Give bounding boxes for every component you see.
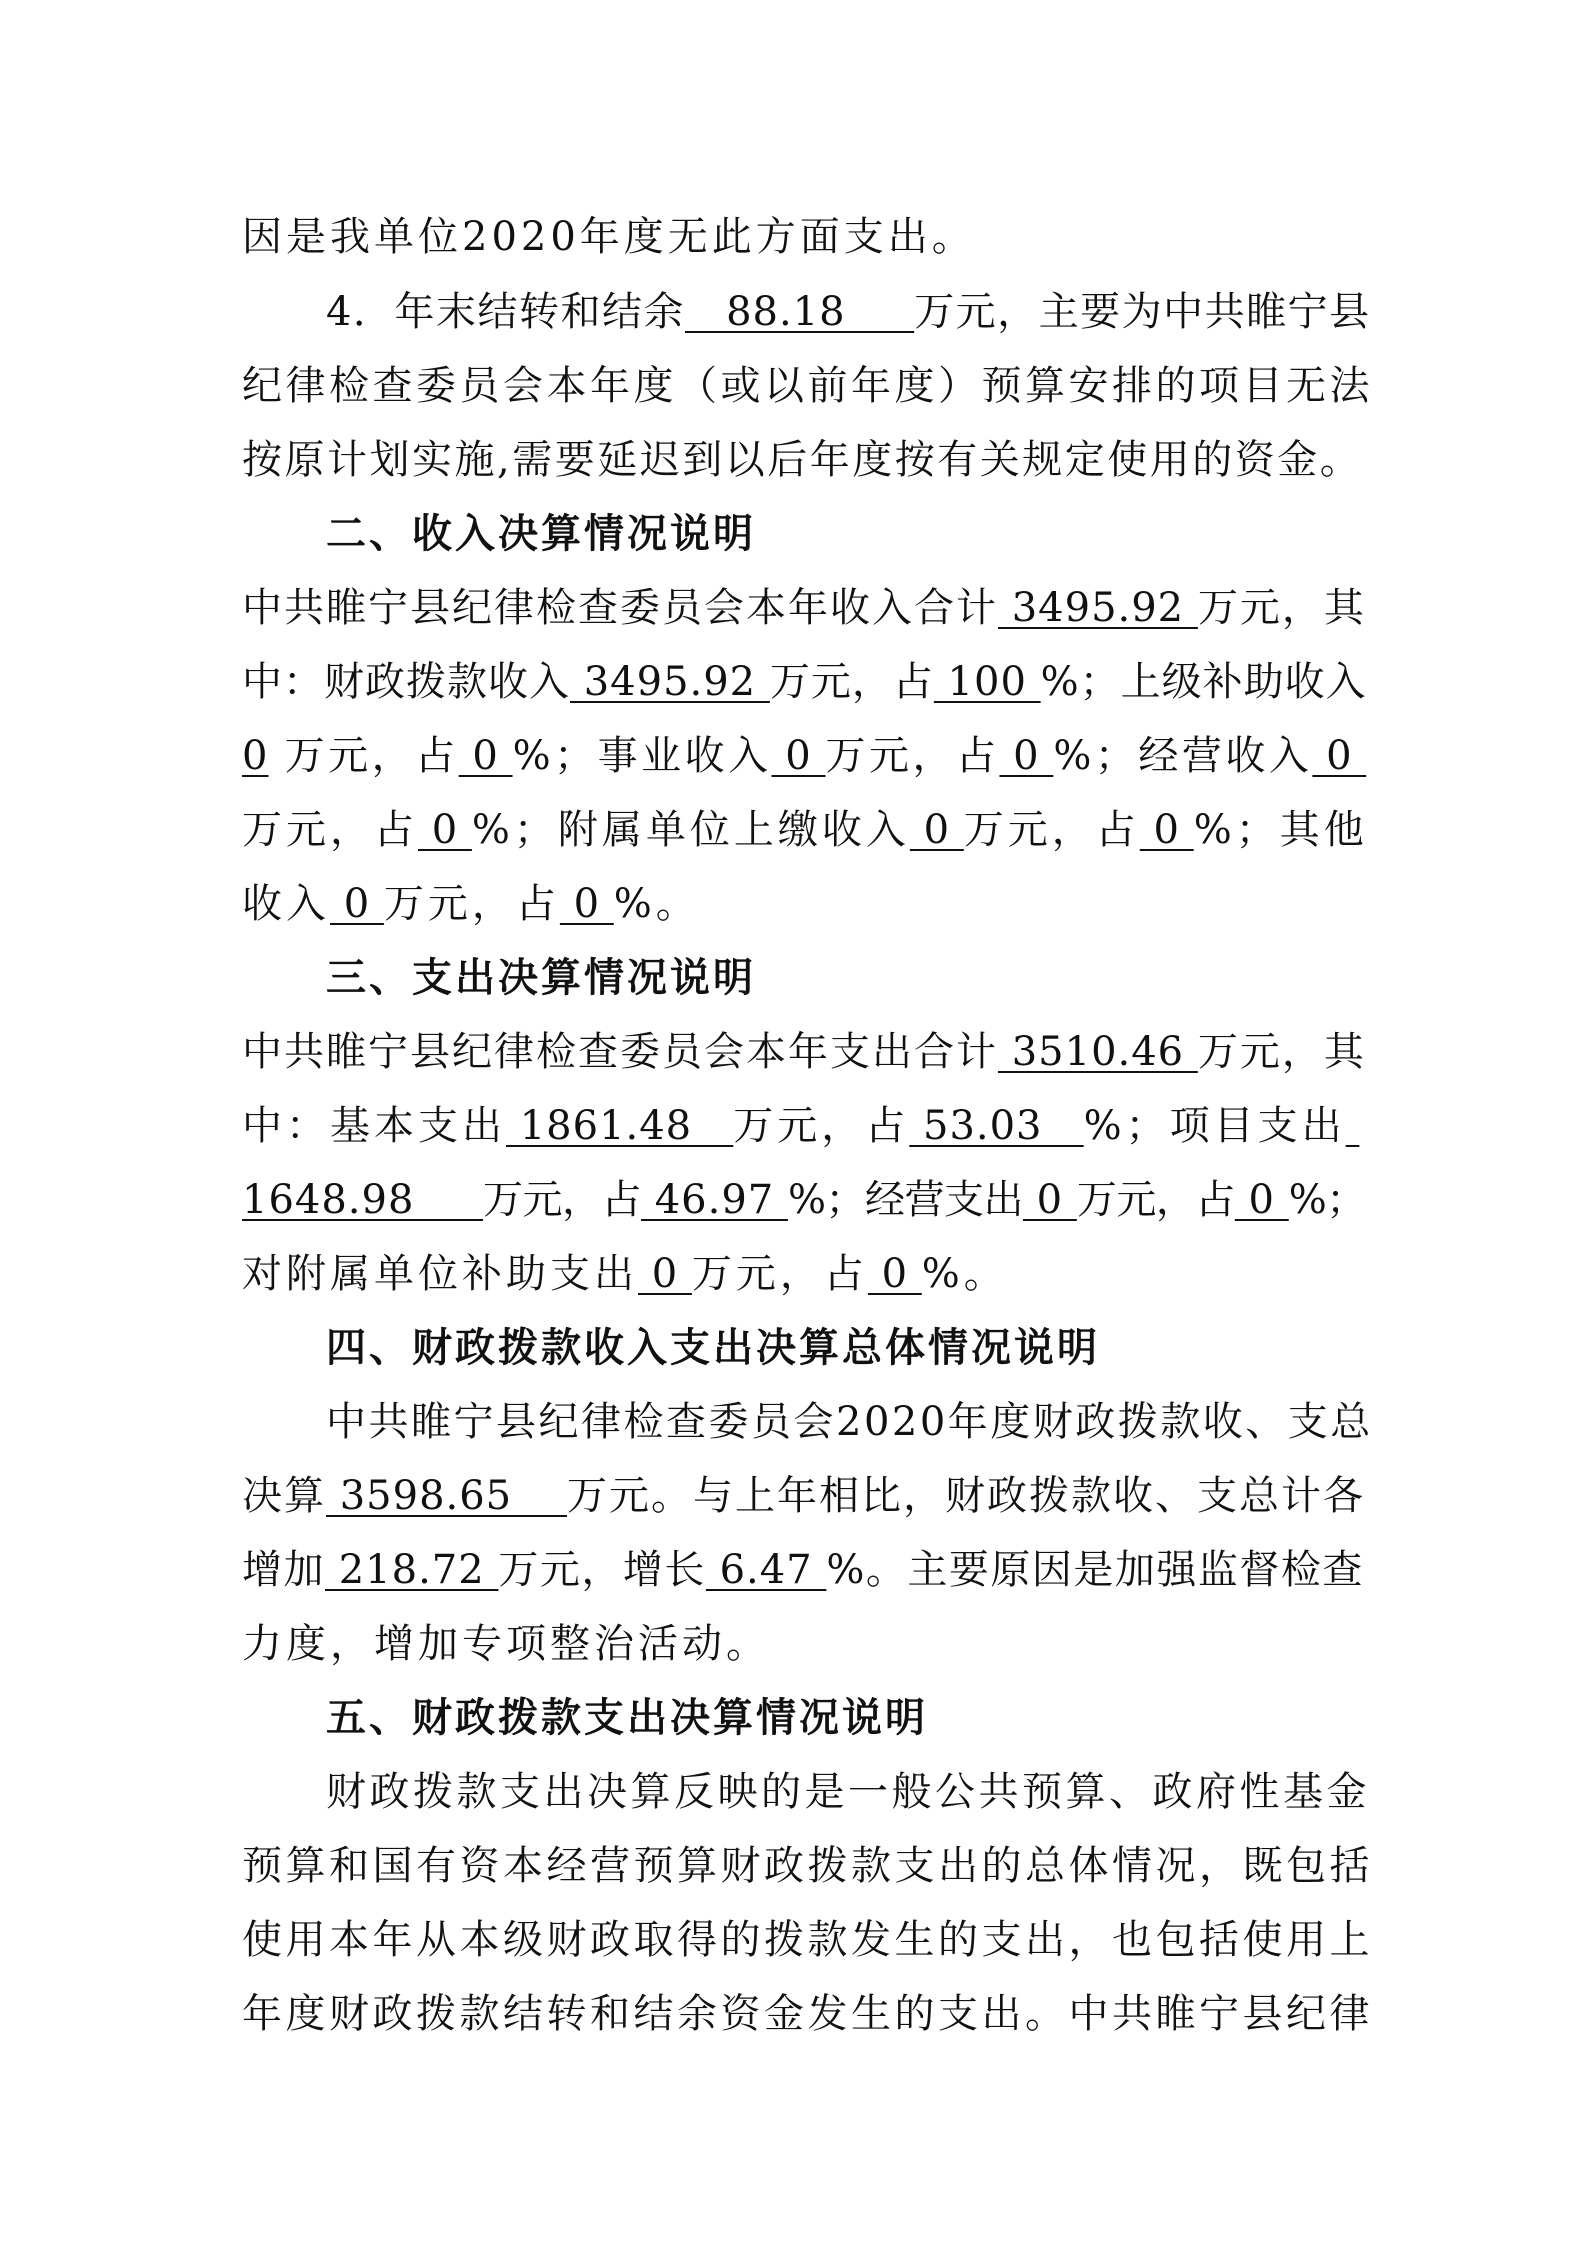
heading-text: 二、收入决算情况说明: [326, 510, 756, 557]
text: 因是我单位2020年度无此方面支出。: [242, 214, 976, 260]
value-fiscal-total: 3598.65: [326, 1473, 567, 1519]
text: %；经营支出: [787, 1177, 1023, 1223]
text: 力度，增加专项整治活动。: [242, 1621, 770, 1667]
para-line-16: [242, 1533, 1372, 1607]
para-line-20: [242, 1903, 1372, 1977]
para-line-2: [326, 275, 1372, 349]
text: 对附属单位补助支出: [242, 1251, 638, 1297]
text: 万元，占: [769, 659, 934, 705]
text: 决算: [242, 1473, 326, 1519]
text: 收入: [242, 881, 330, 927]
value-superior-subsidy: 0: [242, 733, 269, 779]
para-line-10: [242, 1015, 1372, 1089]
text: 中共睢宁县纪律检查委员会本年收入合计: [242, 585, 998, 631]
value-operating-income: 0: [1312, 733, 1367, 779]
para-line-18: [326, 1755, 1372, 1829]
text: 预算和国有资本经营预算财政拨款支出的总体情况，既包括: [242, 1843, 1373, 1889]
section-heading-3: [326, 941, 1372, 1015]
value-operating-expense-pct: 0: [1234, 1177, 1289, 1223]
text: 万元，增长: [498, 1547, 706, 1593]
value-affiliate-subsidy-pct: 0: [867, 1251, 922, 1297]
text: 4．年末结转和结余: [326, 289, 685, 335]
value-basic-pct: 53.03: [909, 1103, 1084, 1149]
section-heading-5: [326, 1681, 1372, 1755]
para-line-5: [242, 571, 1372, 645]
text: 万元，占: [1076, 1177, 1235, 1223]
para-line-3: [242, 349, 1372, 423]
text: 万元，占: [825, 733, 1000, 779]
para-line-14: [326, 1385, 1372, 1459]
value-carryover: 88.18: [684, 289, 915, 335]
value-other-income: 0: [330, 881, 384, 927]
heading-text: 四、财政拨款收入支出决算总体情况说明: [326, 1324, 1100, 1371]
para-line-17: [242, 1607, 1372, 1681]
value-increase: 218.72: [325, 1547, 499, 1593]
para-line-21: [242, 1977, 1372, 2051]
text: 中共睢宁县纪律检查委员会本年支出合计: [242, 1029, 998, 1075]
para-line-15: [242, 1459, 1372, 1533]
text: 万元，占: [963, 807, 1140, 853]
text: %。: [921, 1251, 1008, 1297]
section-heading-2: [326, 497, 1372, 571]
value-project-pct: 46.97: [640, 1177, 788, 1223]
text: 中共睢宁县纪律检查委员会2020年度财政拨款收、支总: [326, 1399, 1373, 1445]
text: 万元，占: [268, 733, 459, 779]
para-line-12: [242, 1163, 1372, 1237]
text: 万元，占: [733, 1103, 910, 1149]
value-fiscal-income-pct: 100: [933, 659, 1041, 705]
text: 万元，其: [1197, 585, 1366, 631]
text: 纪律检查委员会本年度（或以前年度）预算安排的项目无法: [242, 363, 1373, 409]
text: 增加: [242, 1547, 325, 1593]
text: %；事业收入: [512, 733, 772, 779]
text: 万元，主要为中共睢宁县: [914, 289, 1371, 335]
para-line-1: [242, 200, 1372, 274]
text: 万元，占: [691, 1251, 868, 1297]
para-line-7: [242, 719, 1372, 793]
text: %。主要原因是加强监督检查: [826, 1547, 1364, 1593]
heading-text: 三、支出决算情况说明: [326, 954, 756, 1001]
underline-gap: [1346, 1103, 1360, 1149]
value-business-pct: 0: [999, 733, 1054, 779]
value-superior-pct: 0: [458, 733, 513, 779]
text: 使用本年从本级财政取得的拨款发生的支出，也包括使用上: [242, 1917, 1373, 1963]
text: 财政拨款支出决算反映的是一般公共预算、政府性基金: [326, 1769, 1370, 1815]
text: %；: [1288, 1177, 1366, 1223]
para-line-11: [242, 1089, 1372, 1163]
text: 年度财政拨款结转和结余资金发生的支出。中共睢宁县纪律: [242, 1991, 1373, 2037]
para-line-6: [242, 645, 1372, 719]
value-operating-expense: 0: [1022, 1177, 1077, 1223]
para-line-9: [242, 867, 1372, 941]
para-line-13: [242, 1237, 1372, 1311]
text: %；上级补助收入: [1040, 659, 1367, 705]
value-project-expense: 1648.98: [242, 1177, 483, 1223]
text: 万元，占: [242, 807, 418, 853]
value-basic-expense: 1861.48: [506, 1103, 734, 1149]
value-expense-total: 3510.46: [998, 1029, 1198, 1075]
para-line-8: [242, 793, 1372, 867]
para-line-19: [242, 1829, 1372, 1903]
text: %；附属单位上缴收入: [471, 807, 910, 853]
text: 万元，其: [1197, 1029, 1366, 1075]
value-growth-pct: 6.47: [705, 1547, 827, 1593]
text: 万元，占: [383, 881, 560, 927]
text: 中：基本支出: [242, 1103, 506, 1149]
value-business-income: 0: [771, 733, 826, 779]
value-affiliate-pct: 0: [1139, 807, 1194, 853]
heading-text: 五、财政拨款支出决算情况说明: [326, 1694, 928, 1741]
text: %；经营收入: [1053, 733, 1313, 779]
value-operating-pct: 0: [418, 807, 472, 853]
value-fiscal-income: 3495.92: [570, 659, 770, 705]
text: %；其他: [1193, 807, 1368, 853]
text: 万元，占: [482, 1177, 641, 1223]
text: %。: [613, 881, 700, 927]
para-line-4: [242, 423, 1372, 497]
value-affiliate-subsidy: 0: [638, 1251, 692, 1297]
value-affiliate-income: 0: [909, 807, 964, 853]
text: %；项目支出: [1083, 1103, 1346, 1149]
value-other-pct: 0: [559, 881, 614, 927]
text: 按原计划实施,需要延迟到以后年度按有关规定使用的资金。: [242, 437, 1363, 483]
text: 万元。与上年相比，财政拨款收、支总计各: [566, 1473, 1365, 1519]
text: 中：财政拨款收入: [242, 659, 570, 705]
value-income-total: 3495.92: [998, 585, 1198, 631]
section-heading-4: [326, 1311, 1372, 1385]
